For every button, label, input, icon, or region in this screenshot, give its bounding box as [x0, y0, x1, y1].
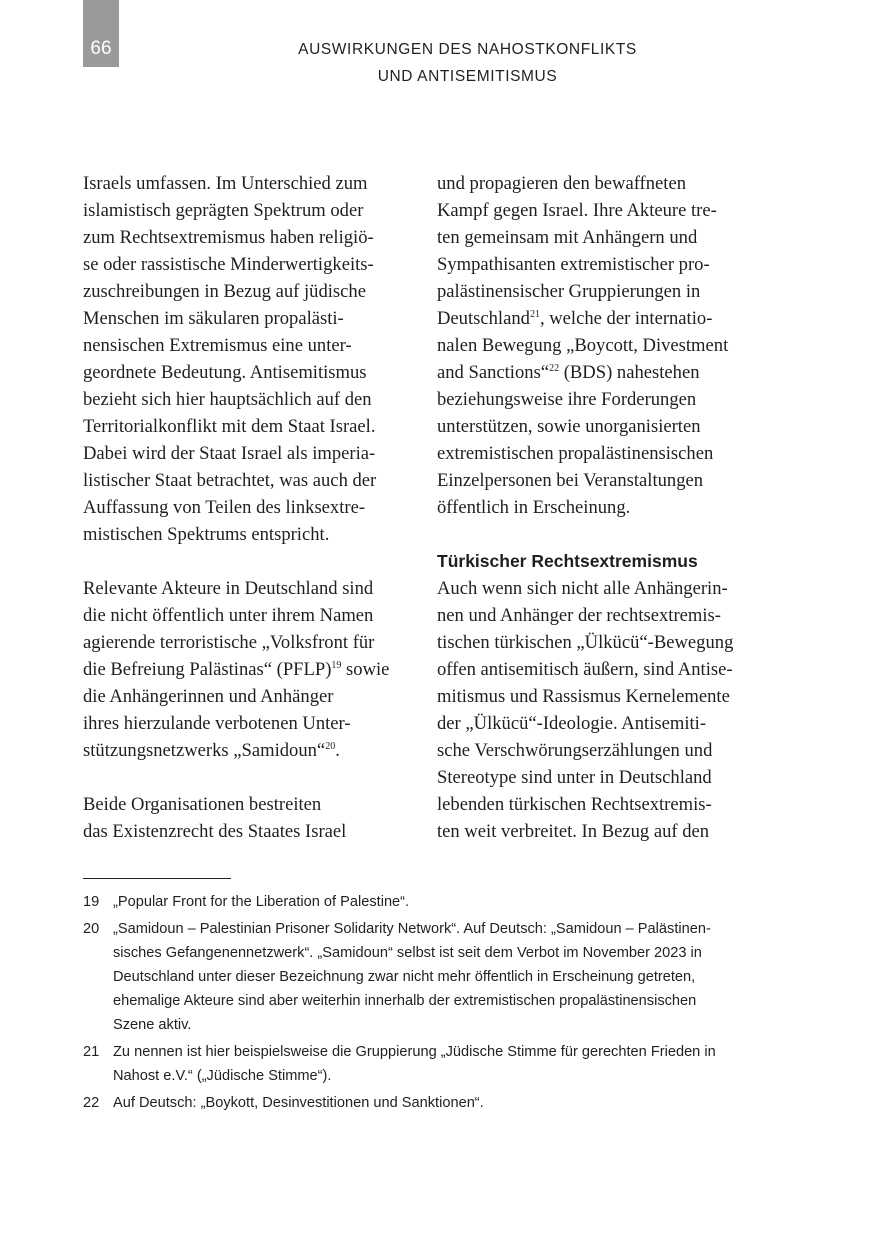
footnote-number: 19 — [83, 894, 100, 910]
footnote-21 — [83, 1040, 763, 1088]
footnote-ref[interactable]: 22 — [549, 363, 560, 374]
footnote-ref[interactable]: 19 — [331, 660, 342, 671]
text-line: der „Ülkücü“-Ideologie. Antisemiti- — [437, 713, 707, 734]
text-line — [83, 656, 413, 683]
running-header-line: UND ANTISEMITISMUS — [377, 68, 558, 85]
text-line: sche Verschwörungserzählungen und — [437, 740, 713, 761]
text-line: beziehungsweise ihre Forderungen — [437, 389, 697, 410]
text-segment: sowie — [341, 659, 390, 680]
footnote-20 — [83, 917, 763, 1037]
text-line: Relevante Akteure in Deutschland sind — [83, 578, 374, 599]
footnote-ref[interactable]: 21 — [529, 309, 540, 320]
text-segment: . — [335, 740, 340, 761]
text-segment: die Befreiung Palästinas“ (PFLP) — [83, 659, 332, 680]
text-line: öffentlich in Erscheinung. — [437, 497, 631, 518]
footnote-number: 20 — [83, 921, 100, 937]
text-line: ten gemeinsam mit Anhängern und — [437, 227, 698, 248]
text-line: Menschen im säkularen propalästi- — [83, 308, 344, 329]
section-subheading: Türkischer Rechtsextremismus — [437, 551, 698, 571]
text-line: geordnete Bedeutung. Antisemitismus — [83, 362, 367, 383]
text-line: bezieht sich hier hauptsächlich auf den — [83, 389, 372, 410]
text-line: Kampf gegen Israel. Ihre Akteure tre- — [437, 200, 717, 221]
text-line: palästinensischer Gruppierungen in — [437, 281, 701, 302]
footnote-text: „Popular Front for the Liberation of Palestine“. — [113, 894, 410, 910]
footnote-22 — [83, 1091, 763, 1115]
text-line: offen antisemitisch äußern, sind Antise- — [437, 659, 733, 680]
text-segment: (BDS) nahestehen — [559, 362, 700, 383]
paragraph — [83, 170, 413, 548]
footnote-text: Deutschland unter dieser Bezeichnung zwar nicht mehr öffentlich in Erscheinung getreten, — [113, 969, 696, 985]
text-line: die Anhängerinnen und Anhänger — [83, 686, 334, 707]
text-line: nensischen Extremismus eine unter- — [83, 335, 352, 356]
text-line: mitismus und Rassismus Kernelemente — [437, 686, 730, 707]
text-line: se oder rassistische Minderwertigkeits- — [83, 254, 374, 275]
text-line: nen und Anhänger der rechtsextremis- — [437, 605, 721, 626]
text-line: und propagieren den bewaffneten — [437, 173, 687, 194]
text-line: islamistisch geprägten Spektrum oder — [83, 200, 364, 221]
text-segment: and Sanctions“ — [437, 362, 550, 383]
text-line: listischer Staat betrachtet, was auch der — [83, 470, 377, 491]
text-line: agierende terroristische „Volksfront für — [83, 632, 375, 653]
text-line: Stereotype sind unter in Deutschland — [437, 767, 712, 788]
text-line: nalen Bewegung „Boycott, Divestment — [437, 335, 729, 356]
paragraph — [83, 575, 413, 764]
running-header-line: AUSWIRKUNGEN DES NAHOSTKONFLIKTS — [298, 41, 637, 58]
right-column — [437, 170, 772, 845]
paragraph — [83, 791, 413, 845]
text-line — [437, 305, 772, 332]
footnote-text: Nahost e.V.“ („Jüdische Stimme“). — [113, 1068, 332, 1084]
text-line: zum Rechtsextremismus haben religiö- — [83, 227, 374, 248]
footnote-text: Szene aktiv. — [113, 1017, 192, 1033]
footnote-19 — [83, 890, 763, 914]
text-line: Auffassung von Teilen des linksextre- — [83, 497, 366, 518]
page-number-text: 66 — [90, 38, 112, 59]
footnote-number: 22 — [83, 1095, 100, 1111]
footnote-text: sisches Gefangenennetzwerk“. „Samidoun“ selbst ist seit dem Verbot im November 2023 in — [113, 945, 702, 961]
text-line: ihres hierzulande verbotenen Unter- — [83, 713, 351, 734]
footnote-text: „Samidoun – Palestinian Prisoner Solidarity Network“. Auf Deutsch: „Samidoun – Palästinen- — [113, 921, 711, 937]
paragraph — [437, 170, 772, 521]
text-line: Einzelpersonen bei Veranstaltungen — [437, 470, 704, 491]
text-line: Territorialkonflikt mit dem Staat Israel. — [83, 416, 376, 437]
text-line: tischen türkischen „Ülkücü“-Bewegung — [437, 632, 734, 653]
text-line: Sympathisanten extremistischer pro- — [437, 254, 710, 275]
footnote-text: Zu nennen ist hier beispielsweise die Gruppierung „Jüdische Stimme für gerechten Frieden in — [113, 1044, 716, 1060]
text-segment: Deutschland — [437, 308, 530, 329]
running-header — [200, 36, 735, 90]
text-line — [83, 737, 413, 764]
text-line: unterstützen, sowie unorganisierten — [437, 416, 701, 437]
footnote-divider — [83, 878, 231, 879]
text-line: Israels umfassen. Im Unterschied zum — [83, 173, 368, 194]
text-line: zuschreibungen in Bezug auf jüdische — [83, 281, 366, 302]
text-line: Dabei wird der Staat Israel als imperia- — [83, 443, 376, 464]
text-line — [437, 359, 772, 386]
text-line: lebenden türkischen Rechtsextremis- — [437, 794, 712, 815]
text-line: extremistischen propalästinensischen — [437, 443, 714, 464]
text-line: ten weit verbreitet. In Bezug auf den — [437, 821, 710, 842]
footnote-text: ehemalige Akteure sind aber weiterhin innerhalb der extremistischen propalästinensischen — [113, 993, 697, 1009]
text-segment: , welche der internatio- — [539, 308, 713, 329]
footnote-text: Auf Deutsch: „Boykott, Desinvestitionen und Sanktionen“. — [113, 1095, 484, 1111]
paragraph — [437, 575, 772, 845]
footnote-number: 21 — [83, 1044, 100, 1060]
text-line: das Existenzrecht des Staates Israel — [83, 821, 347, 842]
footnotes — [83, 890, 763, 1118]
footnote-ref[interactable]: 20 — [325, 741, 336, 752]
text-segment: stützungsnetzwerks „Samidoun“ — [83, 740, 326, 761]
text-line: mistischen Spektrums entspricht. — [83, 524, 330, 545]
text-line: Beide Organisationen bestreiten — [83, 794, 322, 815]
page-number — [83, 0, 119, 67]
left-column — [83, 170, 413, 845]
text-line: Auch wenn sich nicht alle Anhängerin- — [437, 578, 728, 599]
text-line: die nicht öffentlich unter ihrem Namen — [83, 605, 374, 626]
